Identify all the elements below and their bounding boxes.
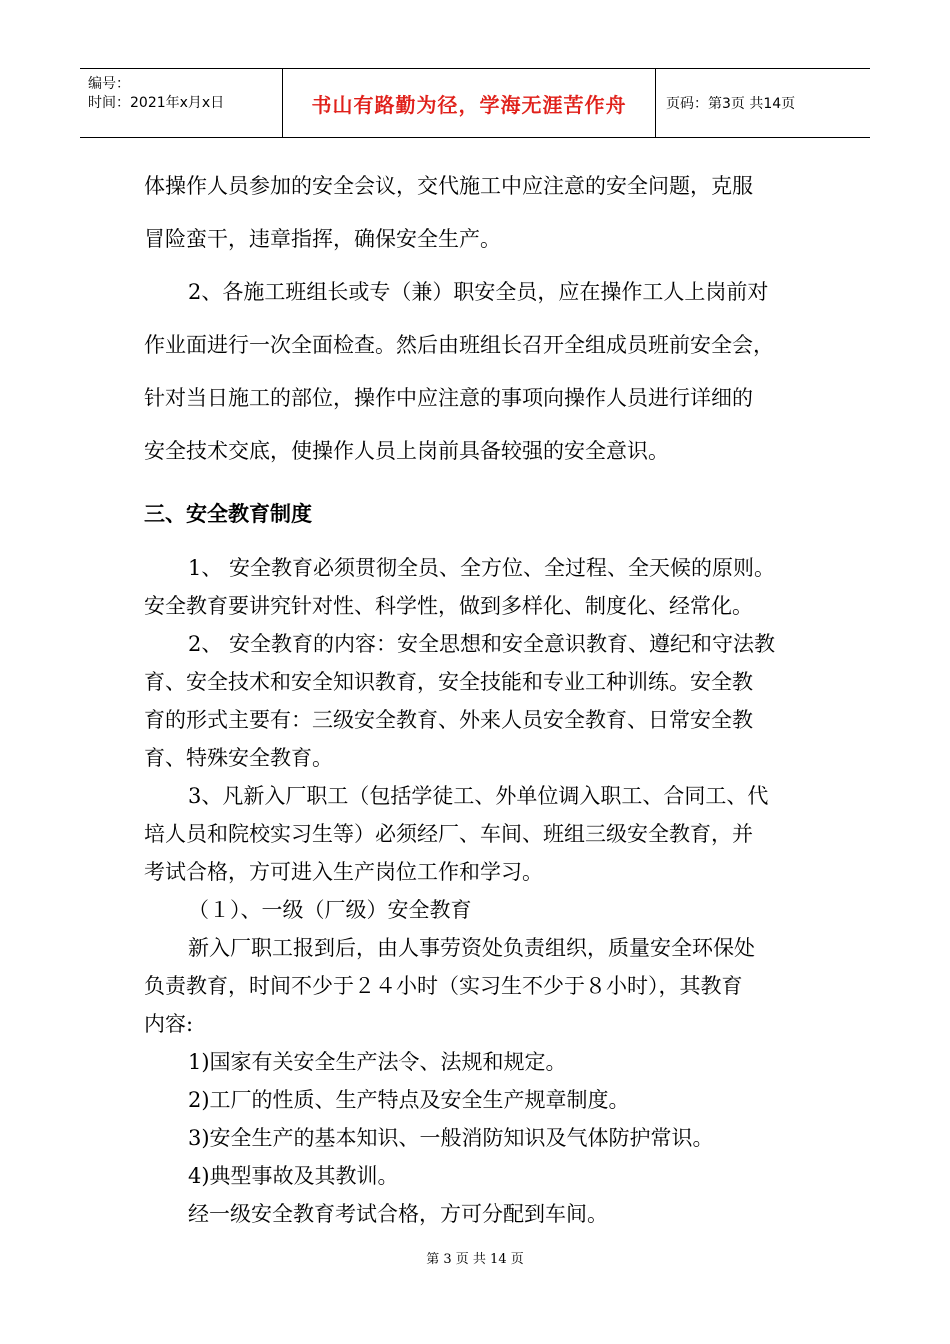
list-item: 4)典型事故及其教训。	[188, 1164, 399, 1188]
document-number-label: 编号：	[88, 76, 130, 92]
paragraph-line: 体操作人员参加的安全会议，交代施工中应注意的安全问题，克服	[144, 174, 753, 198]
document-time-label: 时间：2021年x月x日	[88, 95, 225, 111]
header-page-info: 页码：第3页 共14页	[666, 96, 796, 112]
paragraph-line: 1、 安全教育必须贯彻全员、全方位、全过程、全天候的原则。	[188, 556, 776, 580]
header-motto-cell	[283, 69, 656, 137]
paragraph-line: 安全教育要讲究针对性、科学性，做到多样化、制度化、经常化。	[144, 594, 753, 618]
paragraph-line: 作业面进行一次全面检查。然后由班组长召开全组成员班前安全会，	[144, 333, 774, 357]
list-item: 2)工厂的性质、生产特点及安全生产规章制度。	[188, 1088, 630, 1112]
paragraph-line: 培人员和院校实习生等）必须经厂、车间、班组三级安全教育，并	[144, 822, 753, 846]
paragraph-line: 2、 安全教育的内容：安全思想和安全意识教育、遵纪和守法教	[188, 632, 776, 656]
paragraph-line: 冒险蛮干，违章指挥，确保安全生产。	[144, 227, 501, 251]
paragraph-line: 育、安全技术和安全知识教育，安全技能和专业工种训练。安全教	[144, 670, 753, 694]
document-body	[144, 160, 814, 1233]
paragraph-line: 内容:	[144, 1012, 194, 1036]
header-page-cell	[656, 69, 870, 137]
section-title: 三、安全教育制度	[144, 502, 312, 526]
paragraph-line: 新入厂职工报到后，由人事劳资处负责组织，质量安全环保处	[188, 936, 755, 960]
paragraph-line: 3、凡新入厂职工（包括学徒工、外单位调入职工、合同工、代	[188, 784, 769, 808]
paragraph-line: 针对当日施工的部位，操作中应注意的事项向操作人员进行详细的	[144, 386, 753, 410]
paragraph-line: 2、各施工班组长或专（兼）职安全员，应在操作工人上岗前对	[188, 280, 769, 304]
paragraph-line: 负责教育，时间不少于２４小时（实习生不少于８小时），其教育	[144, 974, 743, 998]
paragraph-line: 考试合格，方可进入生产岗位工作和学习。	[144, 860, 543, 884]
header-motto: 书山有路勤为径，学海无涯苦作舟	[311, 92, 627, 117]
page-footer	[0, 1248, 950, 1267]
header-meta	[80, 69, 283, 137]
paragraph-line: 经一级安全教育考试合格，方可分配到车间。	[188, 1202, 608, 1226]
paragraph-line: （１）、一级（厂级）安全教育	[188, 898, 472, 922]
paragraph-line: 安全技术交底，使操作人员上岗前具备较强的安全意识。	[144, 439, 669, 463]
footer-page-number: 第 3 页 共 14 页	[426, 1252, 524, 1267]
list-item: 3)安全生产的基本知识、一般消防知识及气体防护常识。	[188, 1126, 714, 1150]
paragraph-line: 育的形式主要有：三级安全教育、外来人员安全教育、日常安全教	[144, 708, 753, 732]
page-header	[80, 68, 870, 138]
list-item: 1)国家有关安全生产法令、法规和规定。	[188, 1050, 567, 1074]
paragraph-line: 育、特殊安全教育。	[144, 746, 333, 770]
